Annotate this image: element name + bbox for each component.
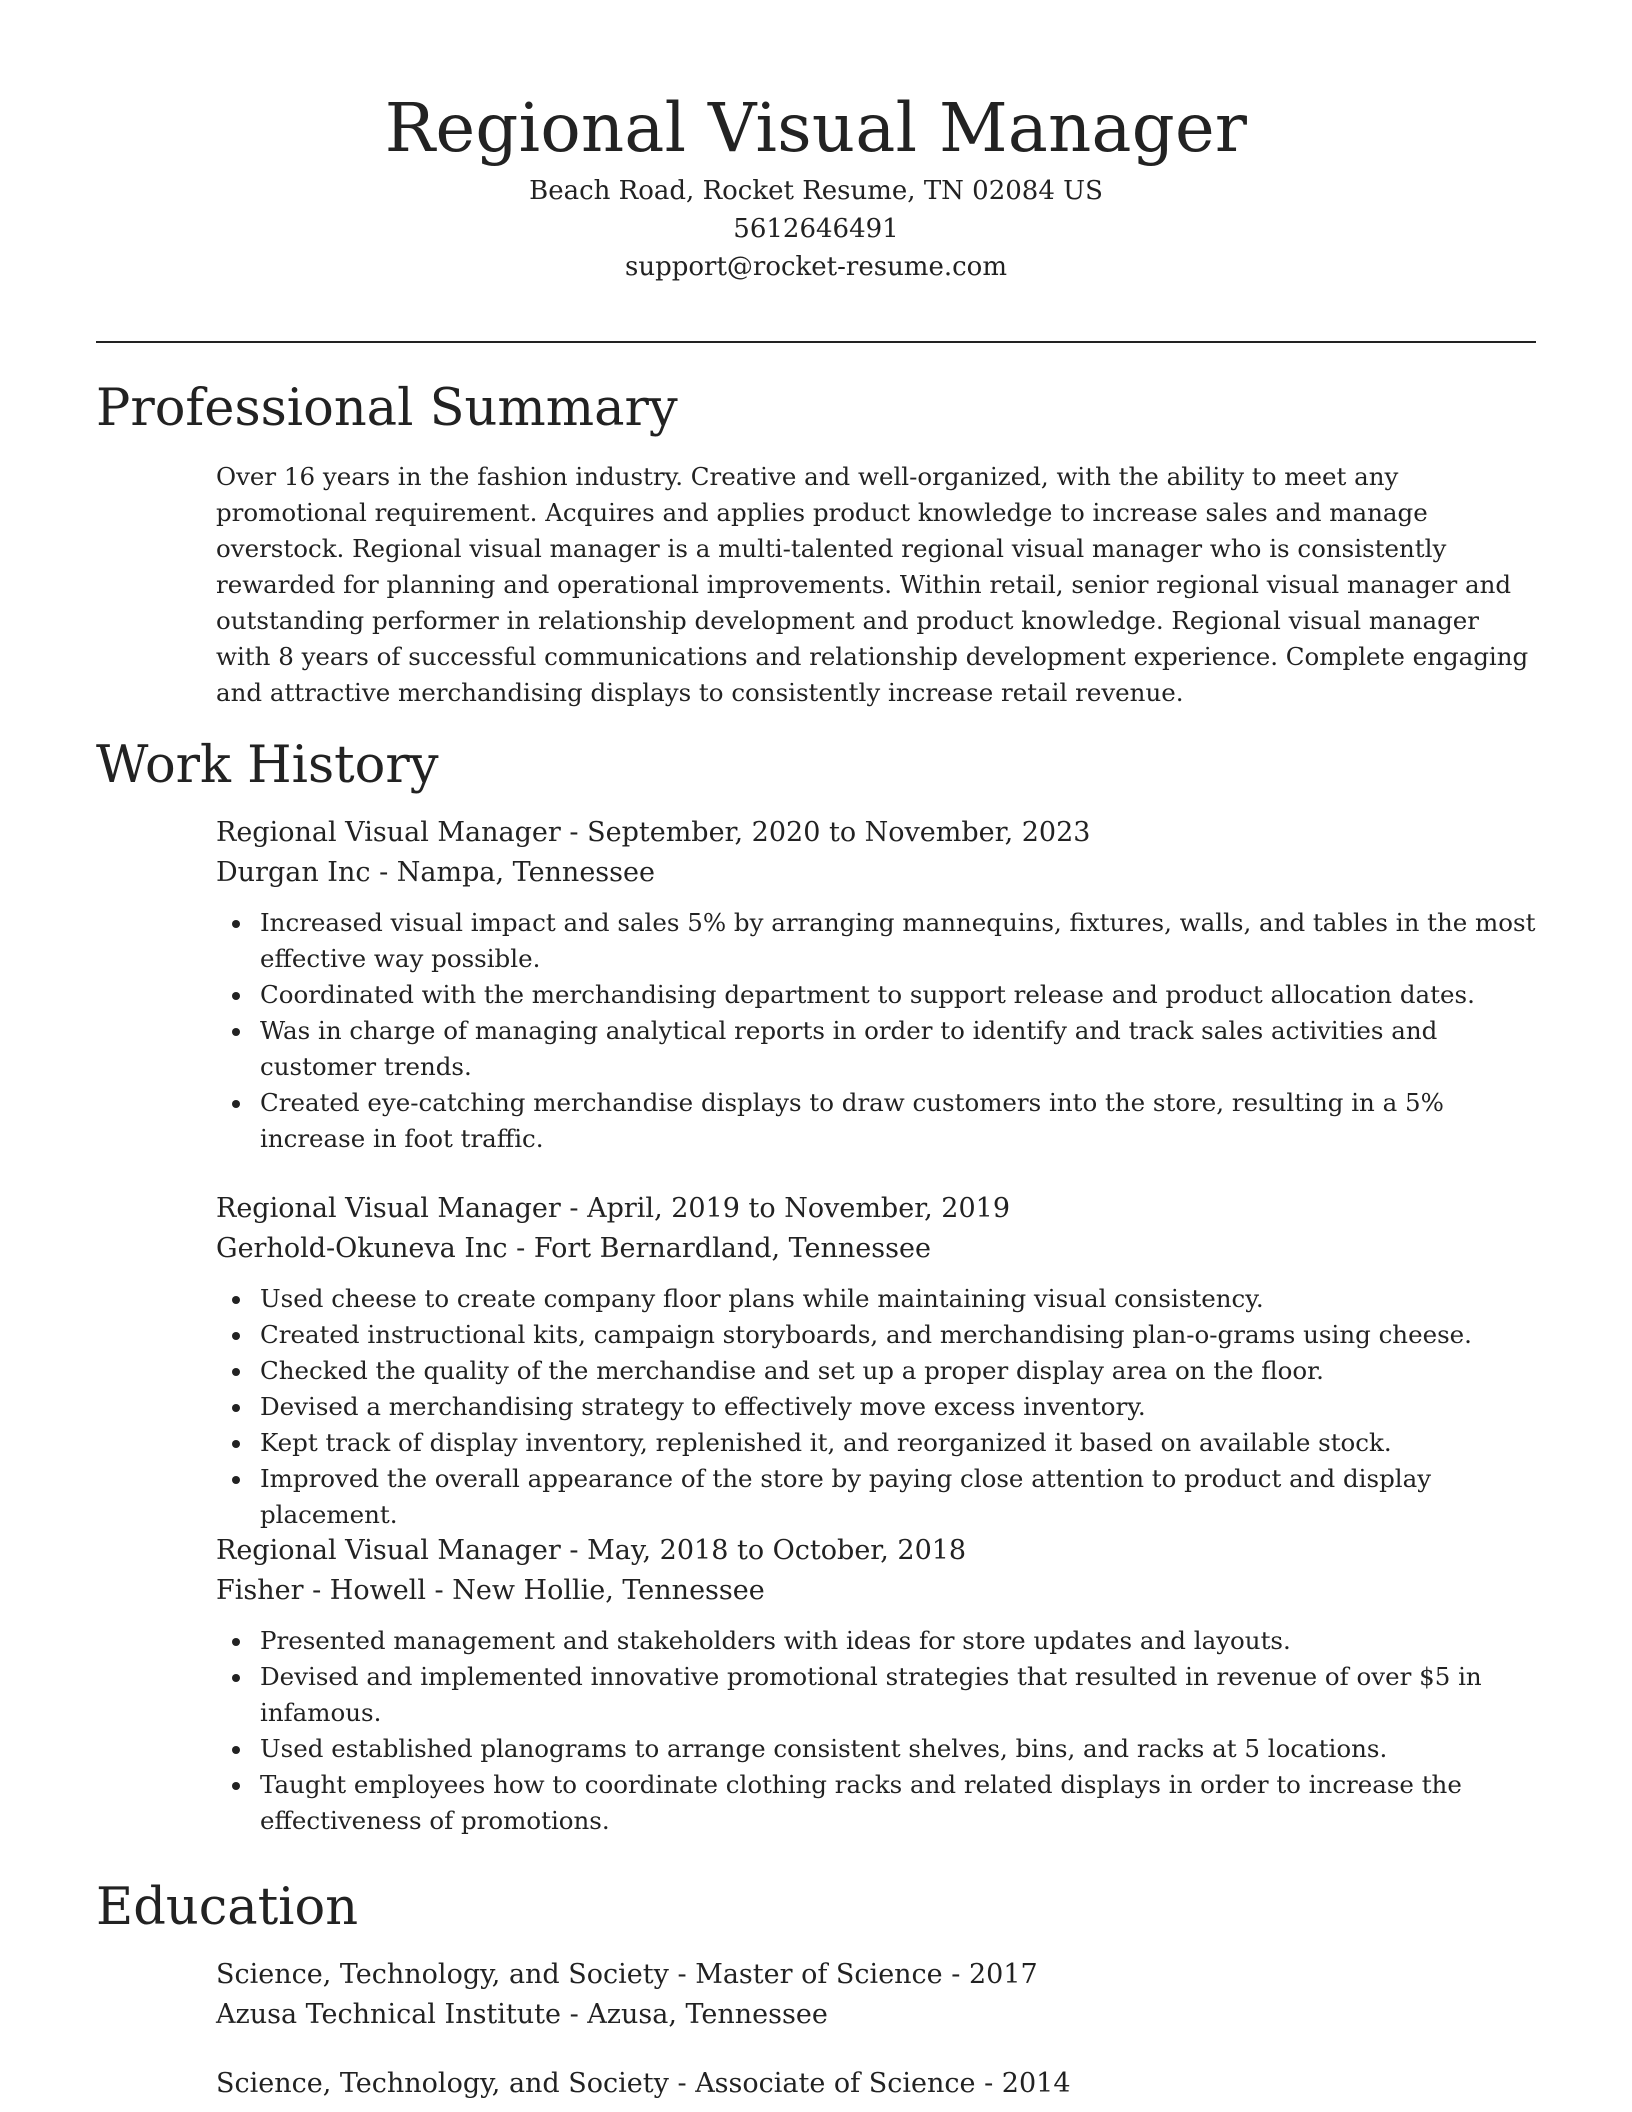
list-item: Used cheese to create company floor plans while maintaining visual consistency. xyxy=(260,1281,1536,1317)
list-item: Devised a merchandising strategy to effectively move excess inventory. xyxy=(260,1389,1536,1425)
education-entry-2 xyxy=(216,2064,1536,2104)
job-entry-1 xyxy=(216,813,1536,1157)
list-item: Used established planograms to arrange consistent shelves, bins, and racks at 5 locations. xyxy=(260,1731,1536,1767)
job-dates: April, 2019 to November, 2019 xyxy=(587,1193,1011,1224)
education-degree-line xyxy=(216,1955,1536,1995)
job-role: Regional Visual Manager xyxy=(216,1193,561,1224)
job-entry-2 xyxy=(216,1189,1536,1533)
job-dates: May, 2018 to October, 2018 xyxy=(587,1535,967,1566)
education-school-line xyxy=(216,1995,1536,2035)
list-item: Increased visual impact and sales 5% by arranging mannequins, fixtures, walls, and tables in the most effective way possible. xyxy=(260,905,1536,977)
list-item: Checked the quality of the merchandise and set up a proper display area on the floor. xyxy=(260,1353,1536,1389)
candidate-name: Regional Visual Manager xyxy=(384,89,1248,167)
education-year: 2014 xyxy=(1001,2068,1071,2099)
header-divider xyxy=(96,341,1536,343)
education-location: Azusa, Tennessee xyxy=(587,1999,828,2030)
contact-email: support@rocket-resume.com xyxy=(624,252,1007,282)
list-item: Presented management and stakeholders with ideas for store updates and layouts. xyxy=(260,1623,1536,1659)
job-company: Gerhold-Okuneva Inc xyxy=(216,1233,508,1264)
separator: - xyxy=(942,1959,969,1990)
job-location: New Hollie, Tennessee xyxy=(452,1575,765,1606)
job-company-line xyxy=(216,1229,1536,1269)
list-item: Coordinated with the merchandising department to support release and product allocation dates. xyxy=(260,977,1536,1013)
job-company: Fisher - Howell xyxy=(216,1575,426,1606)
separator: - xyxy=(560,1193,588,1224)
job-company-line xyxy=(216,853,1536,893)
separator: - xyxy=(668,1959,696,1990)
job-title-line xyxy=(216,813,1536,853)
resume-header xyxy=(0,84,1632,286)
list-item: Created eye-catching merchandise displays to draw customers into the store, resulting in a 5% increase in foot traffic. xyxy=(260,1085,1536,1157)
job-role: Regional Visual Manager xyxy=(216,1535,561,1566)
contact-address: Beach Road, Rocket Resume, TN 02084 US xyxy=(529,176,1103,206)
job-company: Durgan Inc xyxy=(216,857,371,888)
separator: - xyxy=(425,1575,453,1606)
job-title-line xyxy=(216,1189,1536,1229)
education-degree-line xyxy=(216,2064,1536,2104)
separator: - xyxy=(975,2068,1002,2099)
education-school: Azusa Technical Institute xyxy=(216,1999,561,2030)
education-heading: Education xyxy=(96,1878,359,1937)
work-history-heading: Work History xyxy=(96,736,439,795)
separator: - xyxy=(668,2068,696,2099)
job-bullets xyxy=(216,1281,1536,1533)
summary-section xyxy=(216,459,1536,711)
separator: - xyxy=(507,1233,534,1264)
education-degree: Master of Science xyxy=(695,1959,943,1990)
job-role: Regional Visual Manager xyxy=(216,817,561,848)
job-bullets xyxy=(216,905,1536,1157)
separator: - xyxy=(560,1999,588,2030)
education-year: 2017 xyxy=(968,1959,1038,1990)
list-item: Devised and implemented innovative promotional strategies that resulted in revenue of over $5 in infamous. xyxy=(260,1659,1536,1731)
job-entry-3 xyxy=(216,1531,1536,1839)
separator: - xyxy=(370,857,397,888)
job-company-line xyxy=(216,1571,1536,1611)
list-item: Kept track of display inventory, replenished it, and reorganized it based on available stock. xyxy=(260,1425,1536,1461)
education-degree: Associate of Science xyxy=(695,2068,976,2099)
list-item: Taught employees how to coordinate clothing racks and related displays in order to increase the effectiveness of promotions. xyxy=(260,1767,1536,1839)
contact-phone: 5612646491 xyxy=(733,214,899,244)
job-dates: September, 2020 to November, 2023 xyxy=(587,817,1091,848)
job-location: Fort Bernardland, Tennessee xyxy=(533,1233,931,1264)
education-entry-1 xyxy=(216,1955,1536,2035)
summary-heading: Professional Summary xyxy=(96,379,678,438)
list-item: Was in charge of managing analytical reports in order to identify and track sales activities and customer trends. xyxy=(260,1013,1536,1085)
job-bullets xyxy=(216,1623,1536,1839)
job-location: Nampa, Tennessee xyxy=(396,857,655,888)
separator: - xyxy=(560,1535,588,1566)
job-title-line xyxy=(216,1531,1536,1571)
education-field: Science, Technology, and Society xyxy=(216,2068,669,2099)
summary-text: Over 16 years in the fashion industry. Creative and well-organized, with the ability to meet any promotional requirement. Acquires and applies product knowledge to increase sales and manage overstock. Regional visual manager is a multi-talented regional visual manager who is consistently rewarded for planning and operational improvements. Within retail, senior regional visual manager and outstanding performer in relationship development and product knowledge. Regional visual manager with 8 years of successful communications and relationship development experience. Complete engaging and attractive merchandising displays to consistently increase retail revenue. xyxy=(216,462,1529,707)
separator: - xyxy=(560,817,588,848)
list-item: Created instructional kits, campaign storyboards, and merchandising plan-o-grams using cheese. xyxy=(260,1317,1536,1353)
list-item: Improved the overall appearance of the store by paying close attention to product and display placement. xyxy=(260,1461,1536,1533)
education-field: Science, Technology, and Society xyxy=(216,1959,669,1990)
